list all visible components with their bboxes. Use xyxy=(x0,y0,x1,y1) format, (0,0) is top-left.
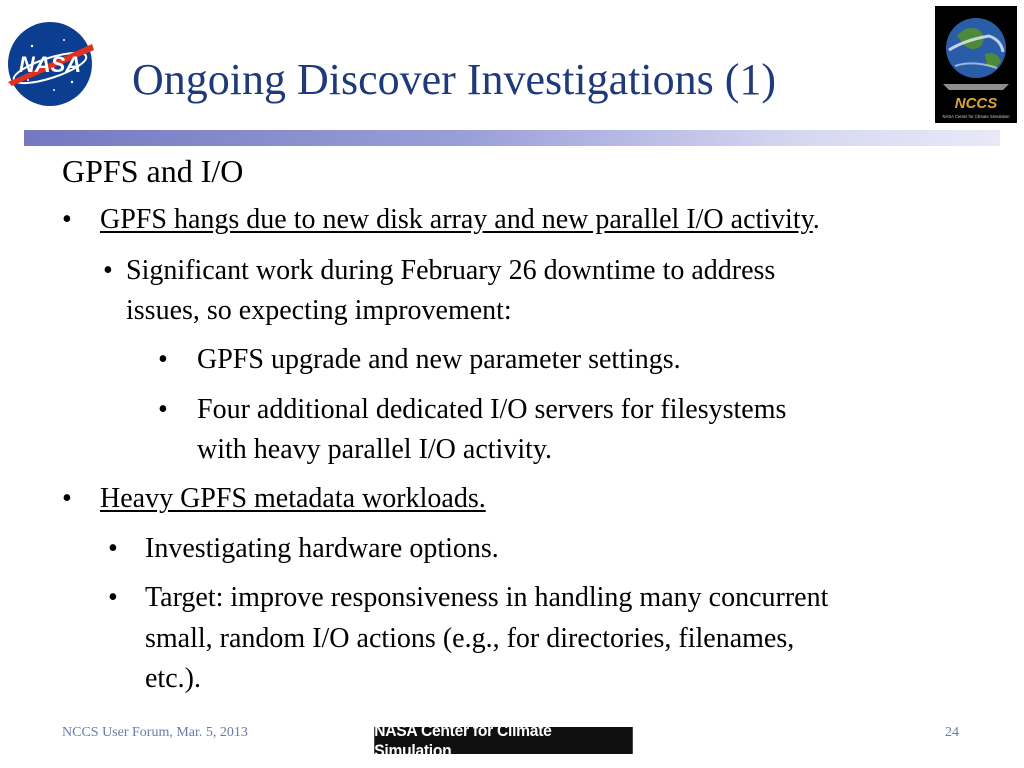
nasa-logo-text: NASA xyxy=(18,52,82,77)
bullet-marker: • xyxy=(108,582,118,613)
nccs-logo-subtext: NASA Center for Climate Simulation xyxy=(942,114,1010,119)
bullet-marker: • xyxy=(62,483,72,514)
bullet-item-io-servers-line1: Four additional dedicated I/O servers for filesystems xyxy=(197,394,787,425)
bullet-item-metadata-workloads: Heavy GPFS metadata workloads. xyxy=(100,483,486,514)
bullet-item-gpfs-hangs xyxy=(100,203,820,237)
bullet-item-target-line2: small, random I/O actions (e.g., for directories, filenames, xyxy=(145,623,795,654)
bullet-item-io-servers-line2: with heavy parallel I/O activity. xyxy=(197,434,553,465)
bullet-item-significant-work-line2: issues, so expecting improvement: xyxy=(126,295,512,326)
bullet-item-gpfs-hangs-text: GPFS hangs due to new disk array and new parallel I/O activity xyxy=(100,204,813,235)
bullet-marker: • xyxy=(158,394,168,425)
footer-nccs-banner: NASA Center for Climate Simulation xyxy=(374,727,633,754)
slide-title: Ongoing Discover Investigations (1) xyxy=(132,55,776,104)
footer-event-date: NCCS User Forum, Mar. 5, 2013 xyxy=(62,725,248,740)
bullet-item-significant-work-line1: Significant work during February 26 downtime to address xyxy=(126,255,776,286)
bullet-item-gpfs-upgrade: GPFS upgrade and new parameter settings. xyxy=(197,344,681,375)
bullet-item-hardware-options: Investigating hardware options. xyxy=(145,533,499,564)
nccs-logo-text: NCCS xyxy=(954,95,998,112)
bullet-item-target-line3: etc.). xyxy=(145,663,201,694)
bullet-item-target-line1: Target: improve responsiveness in handling many concurrent xyxy=(145,582,829,613)
bullet-marker: • xyxy=(62,204,72,235)
section-heading: GPFS and I/O xyxy=(62,153,244,189)
slide-page-number: 24 xyxy=(945,725,959,740)
bullet-marker: • xyxy=(108,533,118,564)
bullet-item-gpfs-hangs-period: . xyxy=(812,204,820,235)
bullet-marker: • xyxy=(103,255,113,286)
bullet-marker: • xyxy=(158,344,168,375)
